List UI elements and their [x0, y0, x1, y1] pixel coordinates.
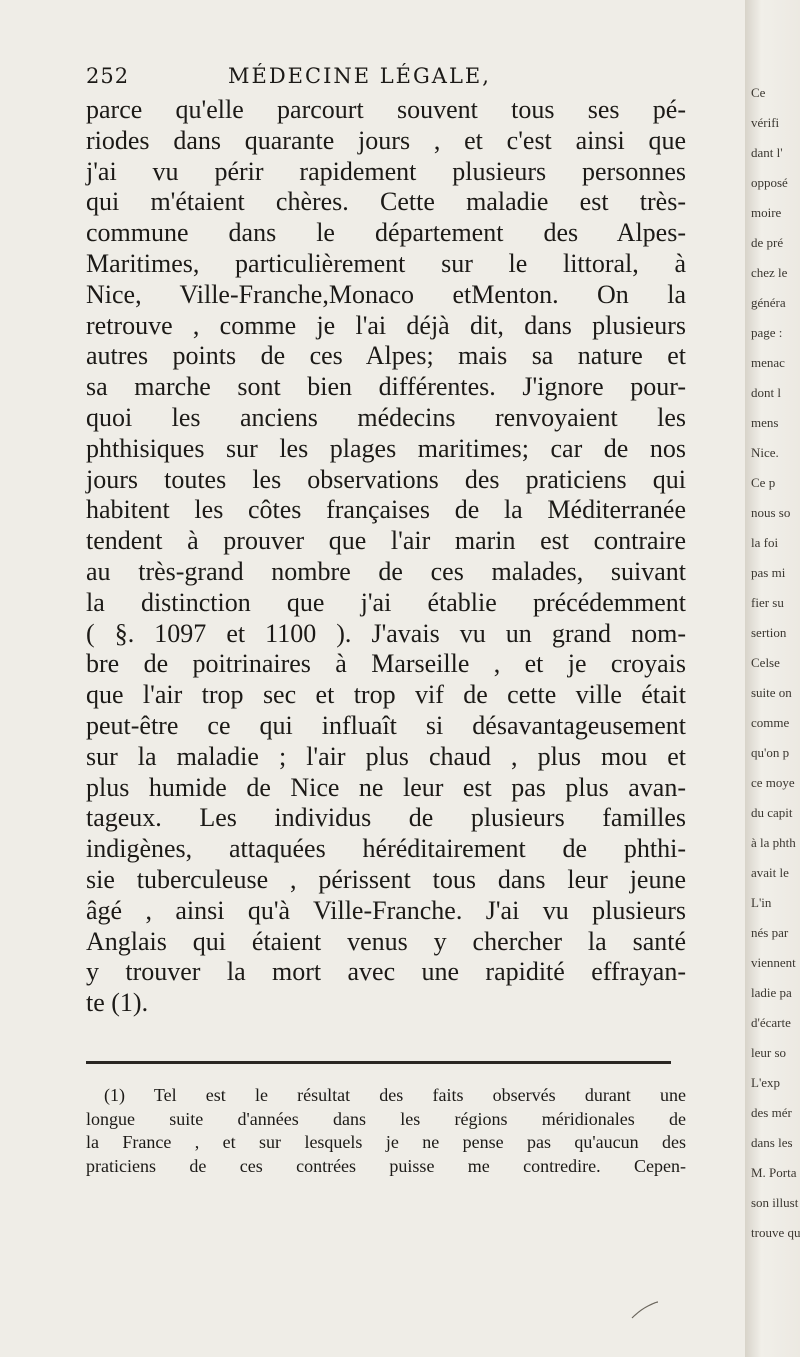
text-line: qui m'étaient chères. Cette maladie est très-	[86, 187, 686, 217]
footnote	[86, 1084, 686, 1178]
text-line: Maritimes, particulièrement sur le littoral, à	[86, 248, 686, 278]
text-line: sie tuberculeuse , périssent tous dans leur jeune	[86, 864, 686, 894]
adjacent-page-fragment: dant l'	[751, 145, 783, 160]
ink-mark	[630, 1300, 660, 1320]
adjacent-page-fragment: pas mi	[751, 565, 786, 580]
text-line: peut-être ce qui influaît si désavantageusement	[86, 710, 686, 740]
adjacent-page-fragment: trouve qu	[751, 1225, 800, 1240]
adjacent-page-fragment: ladie pa	[751, 985, 792, 1000]
text-line: quoi les anciens médecins renvoyaient les	[86, 402, 686, 432]
text-line: sur la maladie ; l'air plus chaud , plus mou et	[86, 741, 686, 771]
text-line: commune dans le département des Alpes-	[86, 218, 686, 248]
adjacent-page-fragment: du capit	[751, 805, 793, 820]
footnote-line: la France , et sur lesquels je ne pense pas qu'aucun des	[86, 1132, 686, 1152]
adjacent-page-fragment: M. Porta	[751, 1165, 797, 1180]
adjacent-page-fragment: mens	[751, 415, 779, 430]
footnote-rule	[86, 1061, 671, 1064]
adjacent-page-fragment: sertion	[751, 625, 787, 640]
text-line: tageux. Les individus de plusieurs familles	[86, 803, 686, 833]
adjacent-page-fragment: page :	[751, 325, 783, 340]
adjacent-page-fragment: moire	[751, 205, 782, 220]
text-line: habitent les côtes françaises de la Méditerranée	[86, 495, 686, 525]
footnote-line: longue suite d'années dans les régions méridionales de	[86, 1108, 686, 1129]
footnote-line: (1) Tel est le résultat des faits observés durant une	[104, 1085, 686, 1105]
text-line: autres points de ces Alpes; mais sa nature et	[86, 341, 686, 371]
text-line: jours toutes les observations des praticiens qui	[86, 464, 686, 494]
adjacent-page-fragment: opposé	[751, 175, 788, 190]
adjacent-page-fragment: comme	[751, 715, 790, 730]
main-text	[86, 95, 686, 1019]
text-line: sa marche sont bien différentes. J'ignore pour-	[86, 372, 686, 402]
adjacent-page-fragment: leur so	[751, 1045, 787, 1060]
adjacent-page-fragment: suite on	[751, 685, 792, 700]
text-line: Nice, Ville-Franche,Monaco etMenton. On la	[86, 279, 686, 309]
adjacent-page-fragment: d'écarte	[751, 1015, 791, 1030]
adjacent-page-fragment: dans les	[751, 1135, 793, 1150]
text-line: indigènes, attaquées héréditairement de phthi-	[86, 834, 686, 864]
text-line: Anglais qui étaient venus y chercher la santé	[86, 926, 686, 956]
adjacent-page-fragment: nés par	[751, 925, 789, 940]
text-line: j'ai vu périr rapidement plusieurs personnes	[86, 156, 686, 186]
text-line: y trouver la mort avec une rapidité effrayan-	[86, 957, 686, 987]
adjacent-page-fragment: Ce	[751, 85, 766, 100]
text-line: retrouve , comme je l'ai déjà dit, dans plusieurs	[86, 310, 686, 340]
text-line: ( §. 1097 et 1100 ). J'avais vu un grand nom-	[86, 618, 686, 648]
text-line: te (1).	[86, 988, 149, 1018]
text-line: au très-grand nombre de ces malades, suivant	[86, 556, 686, 586]
text-line: riodes dans quarante jours , et c'est ainsi que	[86, 125, 686, 155]
adjacent-page-fragment: fier su	[751, 595, 784, 610]
text-line: bre de poitrinaires à Marseille , et je croyais	[86, 649, 686, 679]
adjacent-page-fragment: ce moye	[751, 775, 795, 790]
adjacent-page-fragment: de pré	[751, 235, 784, 250]
text-line: que l'air trop sec et trop vif de cette ville était	[86, 680, 686, 710]
text-line: parce qu'elle parcourt souvent tous ses pé-	[86, 95, 686, 124]
text-line: la distinction que j'ai établie précédemment	[86, 587, 686, 617]
adjacent-page-fragment: des mér	[751, 1105, 792, 1120]
text-line: phthisiques sur les plages maritimes; car de nos	[86, 433, 686, 463]
adjacent-page-fragment: L'in	[751, 895, 772, 910]
footnote-line: praticiens de ces contrées puisse me contredire. Cepen-	[86, 1155, 686, 1176]
adjacent-page-fragment: Nice.	[751, 445, 779, 460]
text-line: plus humide de Nice ne leur est pas plus avan-	[86, 772, 686, 802]
adjacent-page-fragment: nous so	[751, 505, 791, 520]
running-title: MÉDECINE LÉGALE,	[228, 64, 491, 88]
adjacent-page-fragment: Ce p	[751, 475, 776, 490]
page-number: 252	[86, 64, 130, 88]
adjacent-page-fragment: la foi	[751, 535, 779, 550]
adjacent-page-fragment: généra	[751, 295, 786, 310]
adjacent-page-fragment: Celse	[751, 655, 780, 670]
adjacent-page-fragment: à la phth	[751, 835, 796, 850]
adjacent-page-fragment: son illust	[751, 1195, 799, 1210]
adjacent-page-edge	[745, 0, 800, 1357]
adjacent-page-fragment: menac	[751, 355, 785, 370]
running-head	[86, 64, 686, 90]
adjacent-page-fragment: vérifi	[751, 115, 780, 130]
adjacent-page-fragment: qu'on p	[751, 745, 790, 760]
adjacent-page-fragment: dont l	[751, 385, 781, 400]
text-line: âgé , ainsi qu'à Ville-Franche. J'ai vu plusieurs	[86, 895, 686, 925]
adjacent-page-fragment: chez le	[751, 265, 788, 280]
adjacent-page-fragment: L'exp	[751, 1075, 781, 1090]
adjacent-page-fragment: avait le	[751, 865, 789, 880]
adjacent-page-fragment: viennent	[751, 955, 796, 970]
text-line: tendent à prouver que l'air marin est contraire	[86, 526, 686, 556]
